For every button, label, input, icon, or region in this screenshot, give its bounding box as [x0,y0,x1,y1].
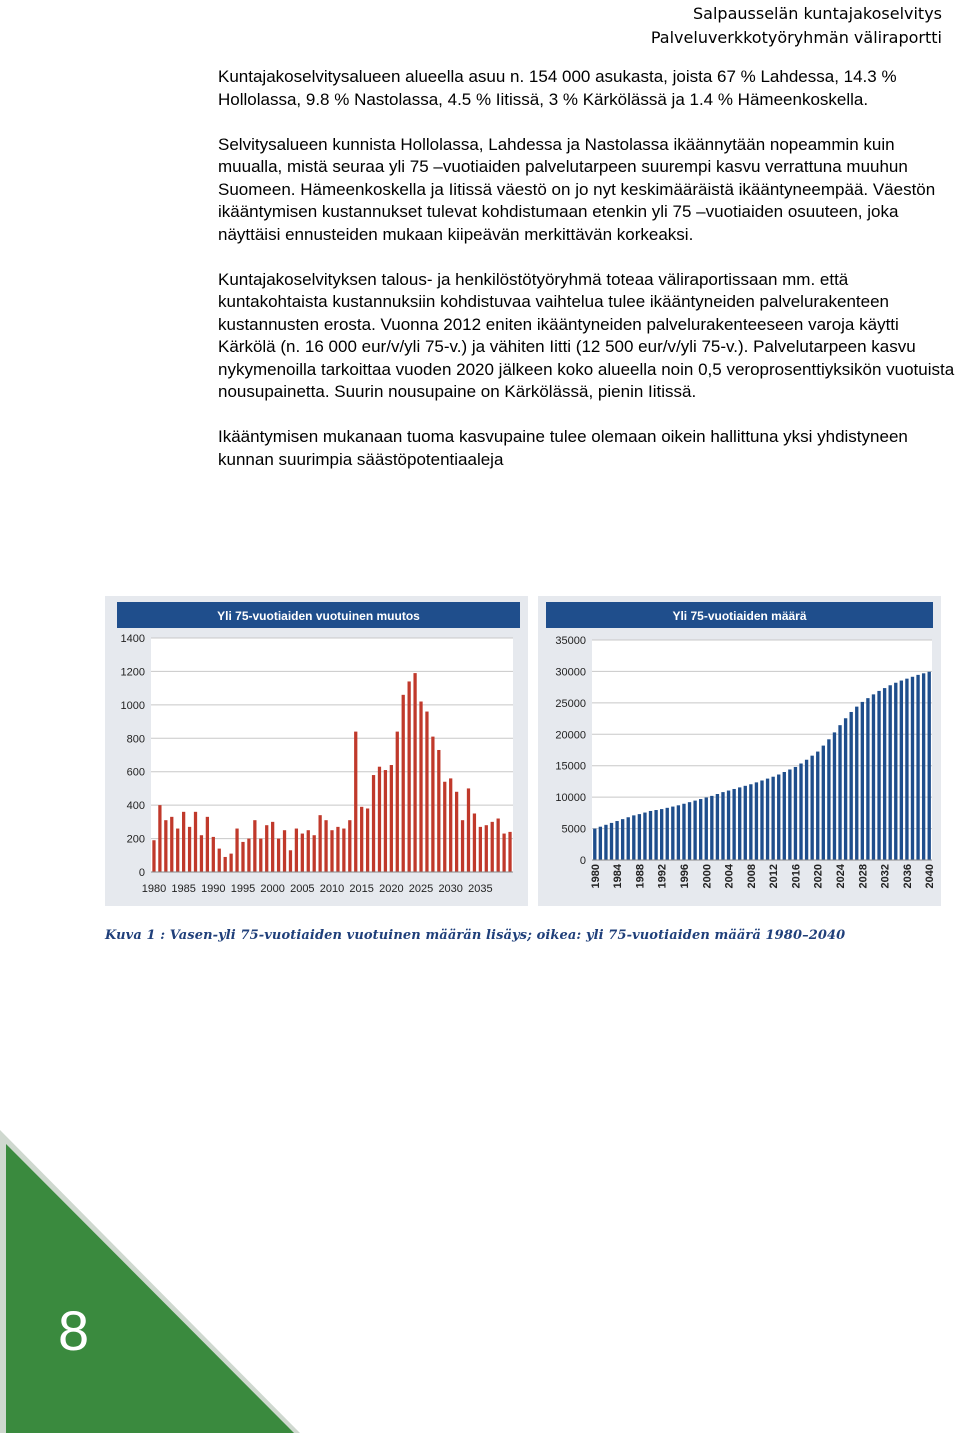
bar-1991 [218,849,221,872]
figure-caption: Kuva 1 : Vasen-yli 75-vuotiaiden vuotuinen määrän lisäys; oikea: yli 75-vuotiaiden määrä 1980–2040 [105,928,846,943]
bar-1990 [212,837,215,872]
bar-2039 [922,673,925,860]
x-tick-label: 2005 [290,883,315,895]
bar-2019 [810,756,813,860]
bar-1992 [224,857,227,872]
body-text [218,66,958,494]
bar-2023 [833,732,836,860]
header-title: Salpausselän kuntajakoselvitys [693,4,942,23]
x-tick-label: 1988 [634,864,647,889]
header-subtitle: Palveluverkkotyöryhmän väliraportti [650,28,942,47]
bar-2014 [354,732,357,872]
y-tick-label: 20000 [555,729,586,742]
bar-2009 [324,820,327,872]
bar-1993 [229,854,232,872]
bar-1999 [265,825,268,872]
x-tick-label: 2012 [768,864,781,889]
y-tick-label: 400 [126,800,145,813]
bar-1987 [194,812,197,872]
bar-2009 [755,782,758,860]
bar-2020 [816,752,819,860]
chart-title: Yli 75-vuotiaiden määrä [672,609,807,623]
bar-1980 [593,829,596,860]
bar-2017 [799,764,802,860]
chart-total-count-svg [538,596,941,906]
bar-1989 [643,813,646,860]
bar-2034 [473,814,476,873]
bar-2037 [911,677,914,860]
bar-2014 [783,772,786,860]
y-tick-label: 0 [138,867,145,879]
bar-2003 [289,850,292,872]
y-tick-label: 5000 [561,823,586,836]
bar-2029 [443,782,446,872]
bar-2027 [431,737,434,872]
x-tick-label: 2020 [812,864,825,889]
bar-2002 [716,794,719,860]
x-tick-label: 1990 [201,883,226,895]
bar-2026 [850,712,853,860]
bar-1982 [604,825,607,860]
bar-2013 [777,775,780,860]
bar-2018 [805,760,808,860]
bar-2033 [889,685,892,860]
y-tick-label: 200 [126,833,145,846]
bar-2027 [855,707,858,860]
page-number: 8 [58,1299,90,1362]
bar-1997 [253,820,256,872]
bar-1982 [164,820,167,872]
x-tick-label: 2035 [468,883,493,895]
bar-2020 [390,765,393,872]
bar-2000 [705,797,708,860]
bar-1986 [188,827,191,872]
bar-2007 [313,835,316,872]
bar-2002 [283,830,286,872]
bar-2035 [479,827,482,872]
bar-1999 [699,799,702,860]
bar-2030 [449,778,452,872]
bar-2018 [378,767,381,872]
y-tick-label: 15000 [555,760,586,773]
paragraph-costs: Kuntajakoselvityksen talous- ja henkilöstötyöryhmä toteaa väliraportissaan mm. että kuntakohtaista kustannuksiin kohdistuvaa vaihtelua tulee ikääntyneiden palvelurakenteen kustannusten erosta. Vuonna 2012 eniten ikääntyneiden palvelurakenteeseen varoja käytti Kärkölä (n. 16 000 eur/v/yli 75-v.) ja vähiten Iitti (12 500 eur/v/yli 75-v.). Palvelutarpeen kasvu nykymenoilla tarkoittaa vuoden 2020 jälkeen koko alueella noin 0,5 veroprosenttiyksikön vuotuista nousupainetta. Suurin nousupaine on Kärkölässä, pienin Iitissä. [218,269,955,401]
bar-2019 [384,770,387,872]
y-tick-label: 800 [126,733,145,746]
y-tick-label: 1000 [120,699,145,712]
x-tick-label: 1995 [230,883,256,895]
bar-2003 [721,792,724,860]
bar-1989 [206,817,209,872]
bar-1987 [632,815,635,860]
bar-2005 [732,789,735,860]
bar-1985 [182,812,185,872]
x-tick-label: 1985 [171,883,196,895]
bar-2021 [396,732,399,872]
bar-2012 [771,777,774,860]
x-tick-label: 2020 [379,883,404,895]
x-tick-label: 2040 [924,864,937,889]
x-tick-label: 2030 [438,883,463,895]
bar-1997 [688,802,691,860]
bar-2037 [491,822,494,872]
chart-title: Yli 75-vuotiaiden vuotuinen muutos [217,609,420,623]
x-tick-label: 2008 [745,864,758,889]
bar-2015 [360,807,363,872]
bar-2007 [744,786,747,860]
x-tick-label: 2010 [319,883,345,895]
bar-2022 [402,695,405,872]
chart-annual-change [105,596,528,906]
x-tick-label: 2015 [349,883,374,895]
bar-1993 [666,808,669,860]
bar-1983 [170,817,173,872]
bar-2032 [883,688,886,860]
bar-2025 [419,702,422,872]
paragraph-savings: Ikääntymisen mukanaan tuoma kasvupaine tulee olemaan oikein hallittuna yksi yhdistyneen kunnan suurimpia säästöpotentiaaleja [218,427,908,469]
bar-1992 [660,809,663,860]
bar-1984 [176,829,179,872]
x-tick-label: 1992 [656,864,669,889]
bar-1986 [627,817,630,860]
bar-2001 [710,796,713,860]
y-tick-label: 30000 [555,666,586,679]
x-tick-label: 1984 [612,864,625,889]
y-tick-label: 600 [126,766,145,779]
y-tick-label: 0 [579,855,586,867]
bar-2008 [749,784,752,860]
bar-2024 [413,673,416,872]
bar-2028 [861,702,864,860]
bar-2038 [916,675,919,860]
bar-1981 [158,805,161,872]
bar-2026 [425,712,428,872]
bar-2033 [467,788,470,872]
x-tick-label: 2032 [879,864,892,889]
bar-2016 [794,767,797,860]
bar-1990 [649,811,652,860]
bar-1995 [677,805,680,860]
bar-2029 [866,698,869,860]
page-header [651,2,942,50]
bar-2021 [822,746,825,860]
bar-1988 [200,835,203,872]
chart-annual-change-svg [105,596,528,906]
bar-1985 [621,819,624,860]
x-tick-label: 2016 [790,864,803,889]
y-tick-label: 10000 [555,792,586,805]
bar-1998 [693,801,696,860]
bar-2031 [455,792,458,872]
bar-1980 [152,840,155,872]
paragraph-population: Kuntajakoselvitysalueen alueella asuu n. 154 000 asukasta, joista 67 % Lahdessa, 14.3 % Hollolassa, 9.8 % Nastolassa, 4.5 % Iitissä, 3 % Kärkölässä ja 1.4 % Hämeenkoskella. [218,67,897,109]
x-tick-label: 2036 [901,864,914,889]
bar-2006 [738,787,741,860]
bar-2000 [271,822,274,872]
bar-2017 [372,775,375,872]
bar-2039 [502,834,505,872]
paragraph-ageing: Selvitysalueen kunnista Hollolassa, Lahdessa ja Nastolassa ikäännytään nopeammin kuin muualla, mistä seuraa yli 75 –vuotiaiden palvelutarpeen suurempi kasvu verrattuna muuhun Suomeen. Hämeenkoskella ja Iitissä väestö on jo nyt keskimääräistä ikääntyneempää. Väestön ikääntymisen kustannukset tulevat kohdistumaan etenkin yli 75 –vuotiaiden osuuteen, joka näyttäisi ennusteiden mukaan kiipeävän merkittävän korkeaksi. [218,134,936,244]
x-tick-label: 2000 [701,864,714,889]
bar-1981 [599,827,602,860]
x-tick-label: 1980 [141,883,167,895]
y-tick-label: 25000 [555,697,586,710]
bar-1996 [682,804,685,860]
bar-2025 [844,718,847,860]
bar-1991 [654,810,657,860]
y-tick-label: 35000 [555,635,586,647]
bar-2028 [437,750,440,872]
bar-2006 [307,830,310,872]
x-tick-label: 2025 [408,883,434,895]
bar-2004 [295,829,298,872]
bar-1995 [241,842,244,872]
bar-2031 [877,691,880,860]
bar-1994 [235,829,238,872]
y-tick-label: 1400 [120,633,145,645]
chart-total-count [538,596,941,906]
x-tick-label: 2004 [723,864,736,889]
bar-1994 [671,807,674,860]
bar-2036 [905,679,908,860]
bar-2016 [366,808,369,872]
x-tick-label: 2024 [835,864,848,889]
bar-2015 [788,769,791,860]
bar-2022 [827,739,830,860]
bar-2011 [336,827,339,872]
bar-2013 [348,820,351,872]
bar-2035 [900,681,903,860]
bar-1983 [610,823,613,860]
x-tick-label: 1996 [678,864,691,889]
y-tick-label: 1200 [120,666,145,679]
bar-2038 [497,819,500,872]
bar-2010 [760,780,763,860]
bar-2040 [508,832,511,872]
x-tick-label: 1980 [589,864,602,889]
bar-2004 [727,791,730,860]
x-tick-label: 2000 [260,883,285,895]
bar-2036 [485,825,488,872]
bar-2011 [766,779,769,860]
bar-2012 [342,829,345,872]
bar-2034 [894,683,897,860]
bar-2024 [838,725,841,860]
corner-decoration [0,1130,300,1433]
bar-2023 [408,681,411,872]
bar-1996 [247,839,250,872]
bar-2040 [928,672,931,860]
bar-1984 [615,821,618,860]
x-tick-label: 2028 [857,864,870,889]
bar-2010 [330,830,333,872]
bar-1988 [638,814,641,860]
bar-1998 [259,839,262,872]
bar-2005 [301,834,304,872]
bar-2032 [461,820,464,872]
bar-2001 [277,839,280,872]
bar-2008 [318,815,321,872]
bar-2030 [872,694,875,860]
